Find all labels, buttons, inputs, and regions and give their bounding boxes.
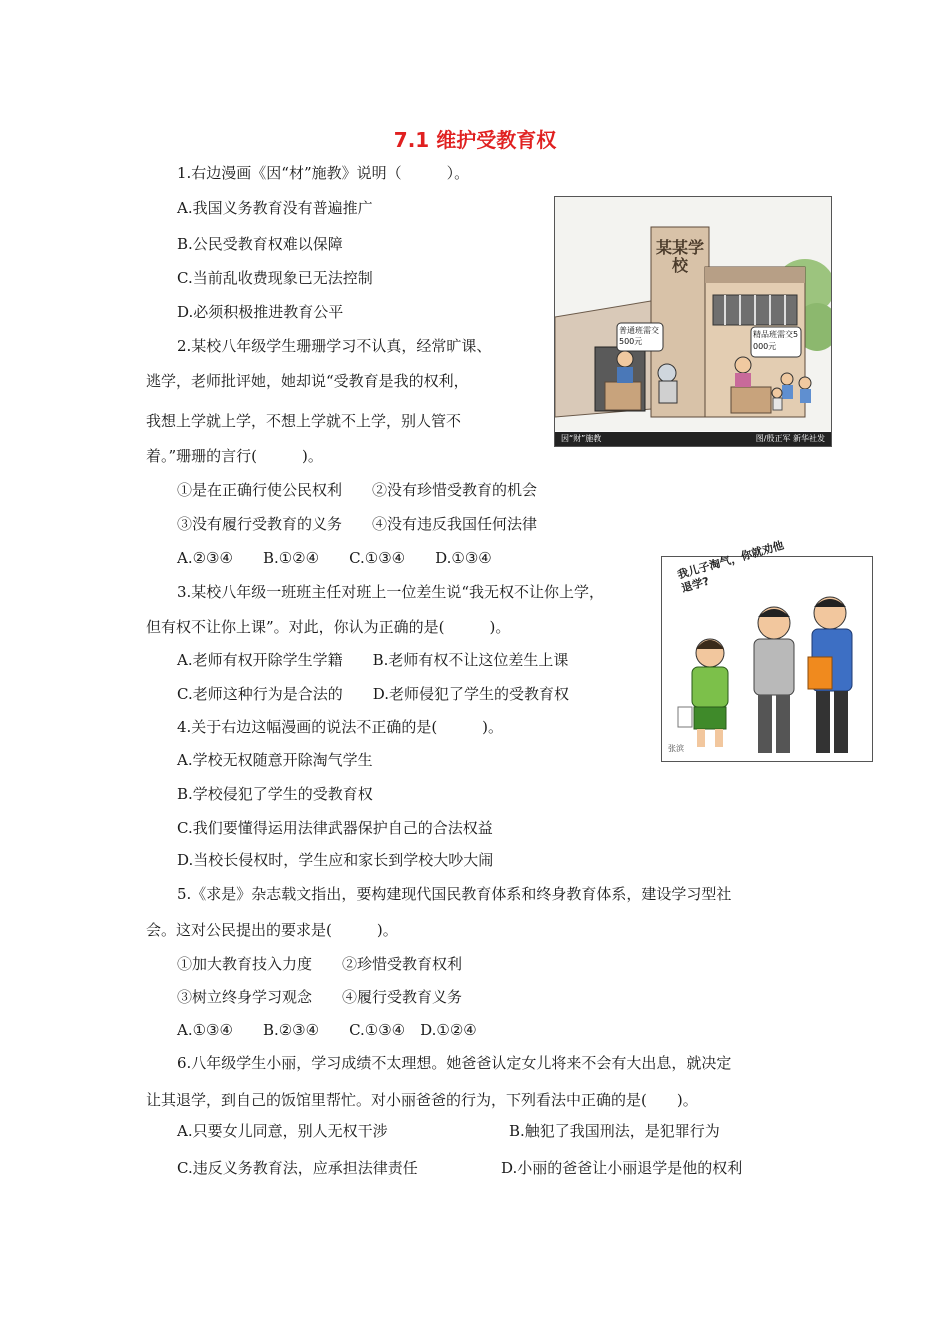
q4-option-d: D.当校长侵权时，学生应和家长到学校大吵大闹 bbox=[177, 851, 494, 869]
cartoon-speech: 我儿子淘气，你就劝他退学? bbox=[676, 538, 786, 595]
q6-stem-line1: 6.八年级学生小丽，学习成绩不太理想。她爸爸认定女儿将来不会有大出息，就决定 bbox=[177, 1054, 732, 1072]
q3-stem-line1: 3.某校八年级一班班主任对班上一位差生说“我无权不让你上学， bbox=[177, 583, 604, 601]
q4-option-c: C.我们要懂得运用法律武器保护自己的合法权益 bbox=[177, 819, 493, 837]
q2-statements-1: ①是在正确行使公民权利 ②没有珍惜受教育的机会 bbox=[177, 481, 538, 499]
school-sign: 某某学校 bbox=[655, 238, 704, 275]
q6-option-c: C.违反义务教育法，应承担法律责任 bbox=[177, 1159, 418, 1177]
q5-stem-line1: 5.《求是》杂志载文指出，要构建现代国民教育体系和终身教育体系，建设学习型社 bbox=[177, 885, 732, 903]
q3-stem-line2: 但有权不让你上课”。对此，你认为正确的是( )。 bbox=[146, 618, 511, 636]
q2-stem-line3: 我想上学就上学，不想上学就不上学，别人管不 bbox=[146, 412, 462, 430]
q5-options: A.①③④ B.②③④ C.①③④ D.①②④ bbox=[177, 1021, 477, 1039]
q4-option-a: A.学校无权随意开除淘气学生 bbox=[177, 751, 373, 769]
cartoon-caption-title: 因“财”施教 bbox=[561, 434, 602, 443]
cartoon-school-fees-drawing bbox=[555, 197, 831, 431]
q3-options-ab: A.老师有权开除学生学籍 B.老师有权不让这位差生上课 bbox=[177, 651, 569, 669]
q1-option-d: D.必须积极推进教育公平 bbox=[177, 303, 344, 321]
q2-statements-2: ③没有履行受教育的义务 ④没有违反我国任何法律 bbox=[177, 515, 538, 533]
q2-stem-line2: 逃学，老师批评她，她却说“受教育是我的权利， bbox=[146, 372, 469, 390]
q6-option-b: B.触犯了我国刑法，是犯罪行为 bbox=[509, 1122, 720, 1140]
cartoon-caption-credit: 图/殷正军 新华社发 bbox=[755, 434, 825, 443]
q5-statements-2: ③树立终身学习观念 ④履行受教育义务 bbox=[177, 988, 463, 1006]
q6-option-a: A.只要女儿同意，别人无权干涉 bbox=[177, 1122, 388, 1140]
page-title: 7.1 维护受教育权 bbox=[393, 128, 557, 152]
cartoon-signature: 张滨 bbox=[668, 744, 684, 753]
q5-stem-line2: 会。这对公民提出的要求是( )。 bbox=[146, 921, 398, 939]
q1-option-c: C.当前乱收费现象已无法控制 bbox=[177, 269, 373, 287]
q4-stem: 4.关于右边这幅漫画的说法不正确的是( )。 bbox=[177, 718, 504, 736]
cartoon-school-fees bbox=[554, 196, 832, 447]
q2-stem-line4: 着。”珊珊的言行( )。 bbox=[146, 447, 323, 465]
q3-options-cd: C.老师这种行为是合法的 D.老师侵犯了学生的受教育权 bbox=[177, 685, 569, 703]
q2-stem-line1: 2.某校八年级学生珊珊学习不认真，经常旷课、 bbox=[177, 337, 492, 355]
q1-stem: 1.右边漫画《因“材”施教》说明（ ）。 bbox=[177, 164, 470, 182]
q1-option-b: B.公民受教育权难以保障 bbox=[177, 235, 343, 253]
q1-option-a: A.我国义务教育没有普遍推广 bbox=[177, 199, 373, 217]
q6-option-d: D.小丽的爸爸让小丽退学是他的权利 bbox=[501, 1159, 743, 1177]
speech-bubble-regular-class: 普通班需交500元 bbox=[619, 326, 659, 346]
q6-stem-line2: 让其退学，到自己的饭馆里帮忙。对小丽爸爸的行为，下列看法中正确的是( )。 bbox=[146, 1091, 698, 1109]
q4-option-b: B.学校侵犯了学生的受教育权 bbox=[177, 785, 373, 803]
speech-bubble-premium-class: 精品班需交5000元 bbox=[753, 330, 799, 351]
q5-statements-1: ①加大教育技入力度 ②珍惜受教育权利 bbox=[177, 955, 463, 973]
q2-options: A.②③④ B.①②④ C.①③④ D.①③④ bbox=[177, 549, 492, 567]
cartoon-dropout bbox=[661, 538, 873, 762]
cartoon-caption-bar bbox=[555, 432, 831, 446]
